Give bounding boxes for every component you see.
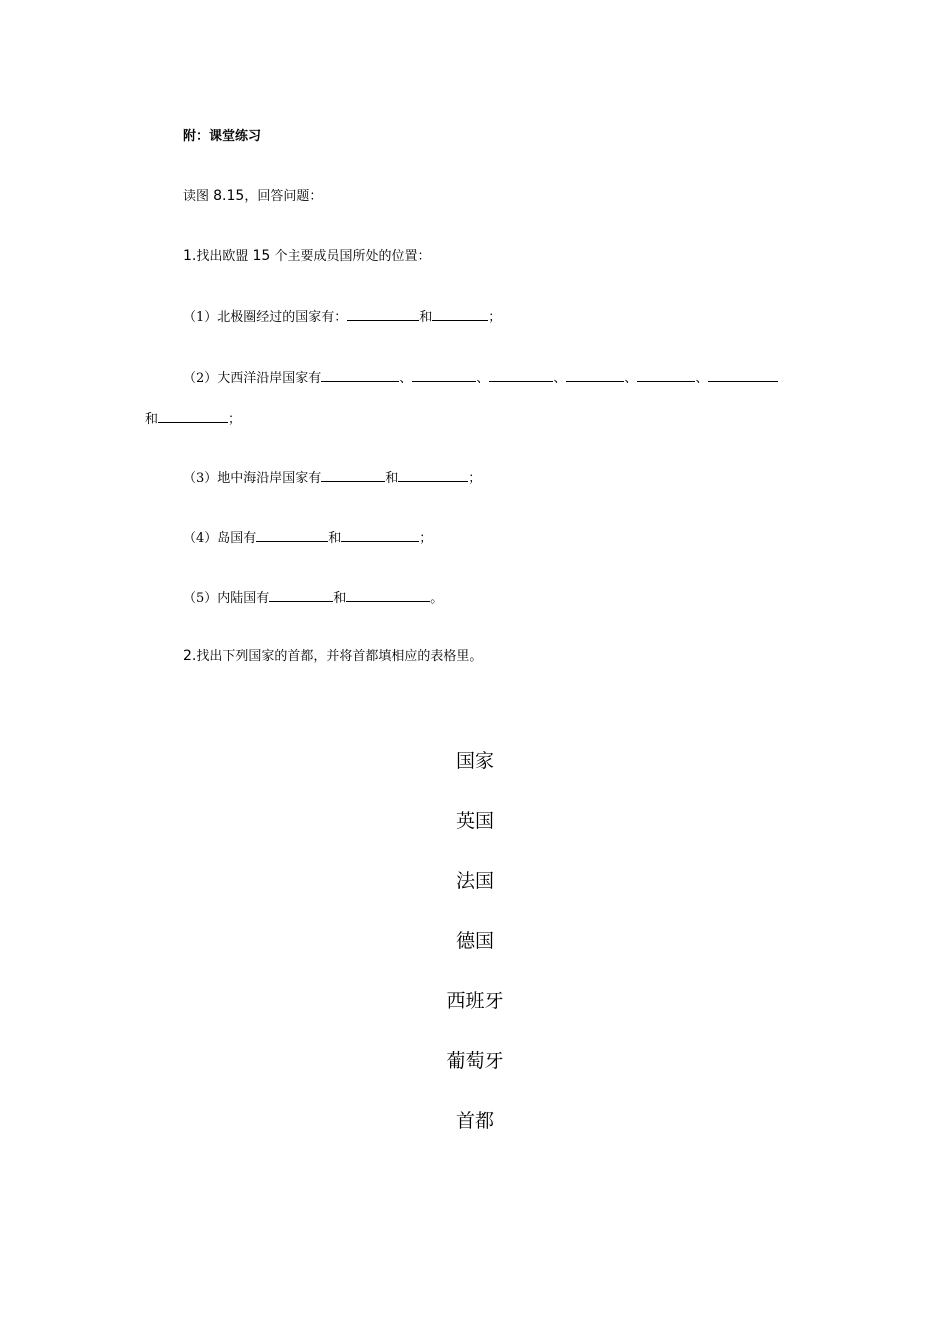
- item-1-label: （1）北极圈经过的国家有：: [183, 310, 348, 325]
- answer-blank[interactable]: [412, 368, 476, 382]
- table-cell-country: 西班牙: [446, 990, 504, 1012]
- question-1-pre: 找出欧盟: [196, 249, 253, 264]
- separator: 、: [399, 371, 413, 386]
- answer-blank[interactable]: [347, 307, 419, 321]
- item-2: [183, 368, 778, 388]
- answer-blank[interactable]: [158, 409, 228, 423]
- item-end: ；: [468, 471, 482, 486]
- answer-blank[interactable]: [489, 368, 553, 382]
- table-cell-country: 英国: [455, 810, 494, 832]
- intro-prefix: 读图: [183, 189, 214, 204]
- section-heading: 附：课堂练习: [183, 129, 262, 144]
- figure-number: 8.15: [213, 188, 245, 204]
- question-2-text: 找出下列国家的首都，并将首都填相应的表格里。: [196, 649, 483, 664]
- table-cell-country: 法国: [455, 870, 494, 892]
- answer-blank[interactable]: [256, 528, 328, 542]
- and-word: 和: [419, 310, 433, 325]
- question-1-count: 15: [252, 248, 271, 264]
- separator: 、: [553, 371, 567, 386]
- question-1: [183, 247, 430, 266]
- answer-blank[interactable]: [321, 368, 399, 382]
- intro-line: [183, 187, 322, 206]
- separator: 、: [695, 371, 709, 386]
- item-1: [183, 307, 501, 327]
- question-2-number: 2.: [183, 648, 197, 664]
- item-3-label: （3）地中海沿岸国家有: [183, 471, 322, 486]
- answer-blank[interactable]: [708, 368, 778, 382]
- and-word: 和: [145, 412, 159, 427]
- item-2-continued: [145, 409, 241, 429]
- table-cell-country: 德国: [455, 930, 494, 952]
- item-end: ；: [228, 412, 242, 427]
- item-4-label: （4）岛国有: [183, 531, 257, 546]
- answer-blank[interactable]: [398, 468, 468, 482]
- item-end: ；: [488, 310, 502, 325]
- and-word: 和: [328, 531, 342, 546]
- question-2: [183, 647, 482, 666]
- item-end: 。: [430, 591, 444, 606]
- and-word: 和: [385, 471, 399, 486]
- answer-blank[interactable]: [269, 588, 333, 602]
- table-header-capital: 首都: [455, 1110, 494, 1132]
- question-1-number: 1.: [183, 248, 197, 264]
- answer-blank[interactable]: [346, 588, 430, 602]
- answer-blank[interactable]: [321, 468, 385, 482]
- table-cell-country: 葡萄牙: [446, 1050, 504, 1072]
- table-header-country: 国家: [455, 750, 494, 772]
- answer-blank[interactable]: [341, 528, 419, 542]
- intro-suffix: ，回答问题：: [244, 189, 323, 204]
- item-2-label: （2）大西洋沿岸国家有: [183, 371, 322, 386]
- item-4: [183, 528, 432, 548]
- answer-blank[interactable]: [432, 307, 488, 321]
- question-1-post: 个主要成员国所处的位置：: [270, 249, 431, 264]
- answer-blank[interactable]: [566, 368, 624, 382]
- answer-blank[interactable]: [637, 368, 695, 382]
- item-end: ；: [419, 531, 433, 546]
- item-5-label: （5）内陆国有: [183, 591, 270, 606]
- separator: 、: [476, 371, 490, 386]
- item-3: [183, 468, 481, 488]
- and-word: 和: [333, 591, 347, 606]
- separator: 、: [624, 371, 638, 386]
- item-5: [183, 588, 443, 608]
